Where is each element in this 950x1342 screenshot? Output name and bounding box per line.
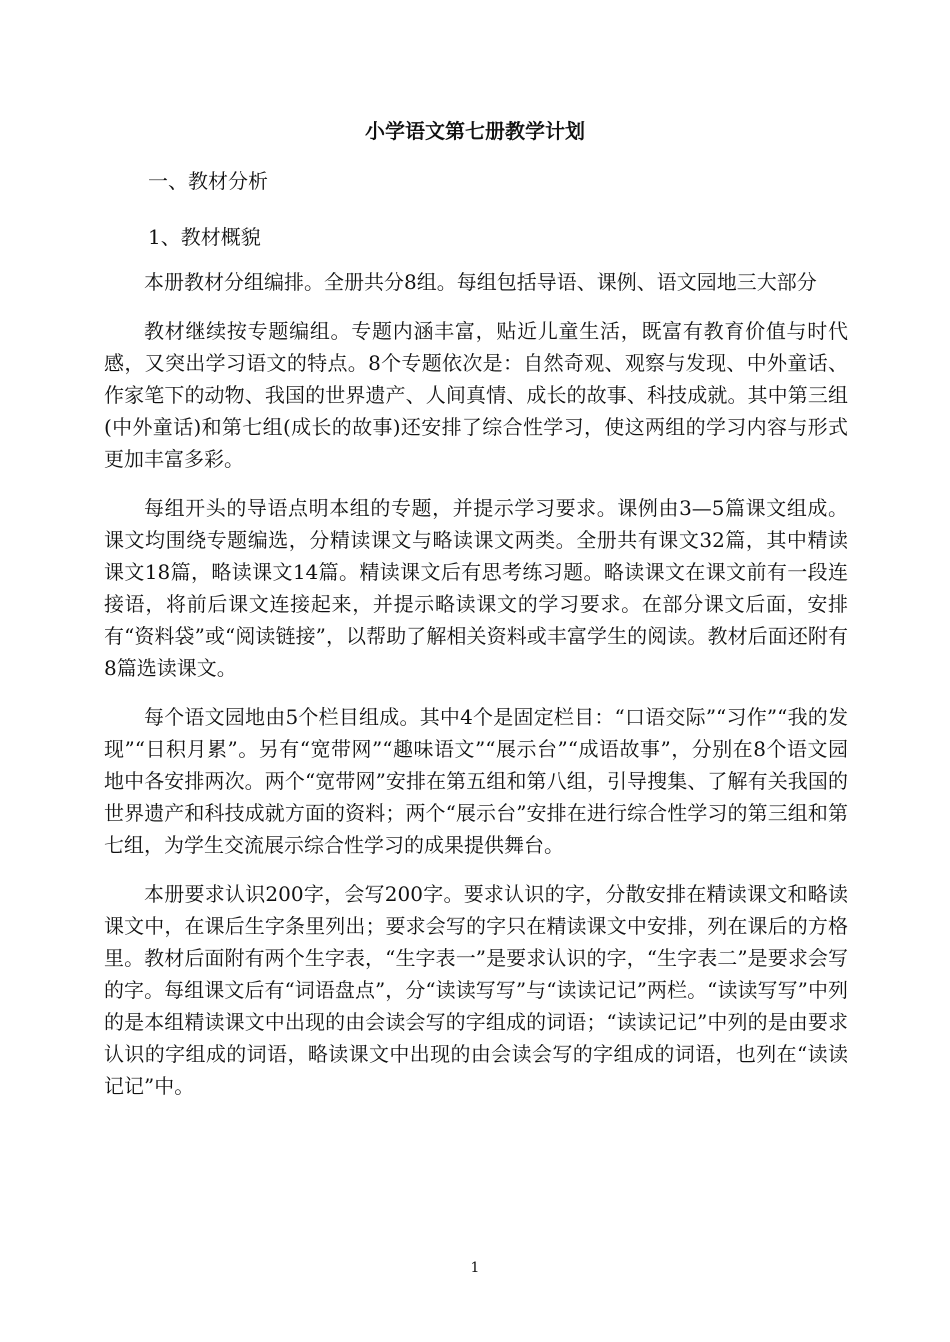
paragraph: 教材继续按专题编组。专题内涵丰富，贴近儿童生活，既富有教育价值与时代感，又突出学习语文的特点。8个专题依次是：自然奇观、观察与发现、中外童话、作家笔下的动物、我国的世界遗产、人间真情、成长的故事、科技成就。其中第三组(中外童话)和第七组(成长的故事)还安排了综合性学习，使这两组的学习内容与形式更加丰富多彩。 [104,319,848,471]
document-title: 小学语文第七册教学计划 [365,119,585,143]
paragraph: 本册教材分组编排。全册共分8组。每组包括导语、课例、语文园地三大部分 [144,270,817,294]
page-number: 1 [470,1260,480,1276]
paragraph: 每组开头的导语点明本组的专题，并提示学习要求。课例由3—5篇课文组成。课文均围绕专题编选，分精读课文与略读课文两类。全册共有课文32篇，其中精读课文18篇，略读课文14篇。精读课文后有思考练习题。略读课文在课文前有一段连接语，将前后课文连接起来，并提示略读课文的学习要求。在部分课文后面，安排有“资料袋”或“阅读链接”，以帮助了解相关资料或丰富学生的阅读。教材后面还附有8篇选读课文。 [104,496,848,680]
body-text [104,266,848,1119]
paragraph: 每个语文园地由5个栏目组成。其中4个是固定栏目：“口语交际”“习作”“我的发现”“日积月累”。另有“宽带网”“趣味语文”“展示台”“成语故事”，分别在8个语文园地中各安排两次。两个“宽带网”安排在第五组和第八组，引导搜集、了解有关我国的世界遗产和科技成就方面的资料；两个“展示台”安排在进行综合性学习的第三组和第七组，为学生交流展示综合性学习的成果提供舞台。 [104,705,848,857]
section-heading: 一、教材分析 [148,169,268,193]
paragraph: 本册要求认识200字，会写200字。要求认识的字，分散安排在精读课文和略读课文中，在课后生字条里列出；要求会写的字只在精读课文中安排，列在课后的方格里。教材后面附有两个生字表，“生字表一”是要求认识的字，“生字表二”是要求会写的字。每组课文后有“词语盘点”，分“读读写写”与“读读记记”两栏。“读读写写”中列的是本组精读课文中出现的由会读会写的字组成的词语；“读读记记”中列的是由要求认识的字组成的词语，略读课文中出现的由会读会写的字组成的词语，也列在“读读记记”中。 [104,882,848,1098]
subsection-heading: 1、教材概貌 [148,225,261,249]
